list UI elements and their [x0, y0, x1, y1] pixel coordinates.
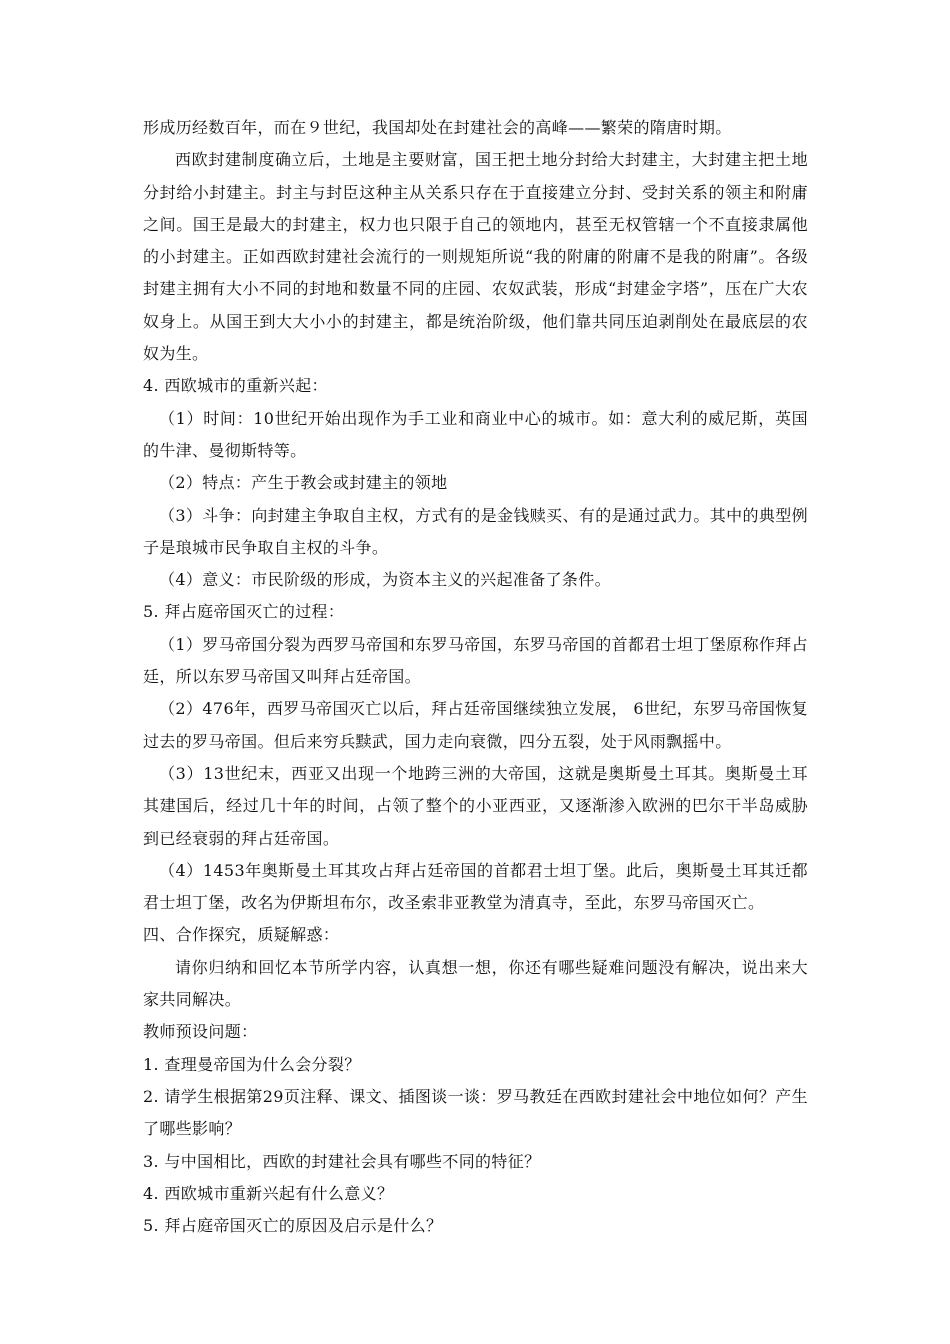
- item-byzantine-1: （1）罗马帝国分裂为西罗马帝国和东罗马帝国，东罗马帝国的首都君士坦丁堡原称作拜占廷，所以东罗马帝国又叫拜占廷帝国。: [143, 634, 808, 687]
- question-5: 5. 拜占庭帝国灭亡的原因及启示是什么？: [143, 1216, 443, 1236]
- item-byzantine-4: （4）1453年奥斯曼土耳其攻占拜占廷帝国的首都君士坦丁堡。此后，奥斯曼土耳其迁都君士坦丁堡，改名为伊斯坦布尔，改圣索非亚教堂为清真寺，至此，东罗马帝国灭亡。: [143, 860, 808, 913]
- question-1: 1. 查理曼帝国为什么会分裂？: [143, 1054, 361, 1074]
- question-4: 4. 西欧城市重新兴起有什么意义？: [143, 1183, 394, 1203]
- paragraph-feudal-system: 西欧封建制度确立后，土地是主要财富，国王把土地分封给大封建主，大封建主把土地分封给小封建主。封主与封臣这种主从关系只存在于直接建立分封、受封关系的领主和附庸之间。国王是最大的封建主，权力也只限于自己的领地内，甚至无权管辖一个不直接隶属他的小封建主。正如西欧封建社会流行的一则规矩所说“我的附庸的附庸不是我的附庸”。各级封建主拥有大小不同的封地和数量不同的庄园、农奴武装，形成“封建金字塔”，压在广大农奴身上。从国王到大大小小的封建主，都是统治阶级，他们靠共同压迫剥削处在最底层的农奴为生。: [143, 150, 808, 364]
- document-body: [143, 112, 808, 1242]
- item-byzantine-3: （3）13世纪末，西亚又出现一个地跨三洲的大帝国，这就是奥斯曼土耳其。奥斯曼土耳其建国后，经过几十年的时间，占领了整个的小亚西亚，又逐渐渗入欧洲的巴尔干半岛威胁到已经衰弱的拜占廷帝国。: [143, 763, 808, 848]
- question-2: 2. 请学生根据第29页注释、课文、插图谈一谈：罗马教廷在西欧封建社会中地位如何？产生了哪些影响？: [143, 1086, 808, 1139]
- question-3: 3. 与中国相比，西欧的封建社会具有哪些不同的特征？: [143, 1151, 541, 1171]
- paragraph-inquiry-prompt: 请你归纳和回忆本节所学内容，认真想一想，你还有哪些疑难问题没有解决，说出来大家共同解决。: [143, 957, 808, 1010]
- heading-cooperative-inquiry: 四、合作探究，质疑解惑：: [143, 925, 340, 945]
- item-cities-significance: （4）意义：市民阶级的形成，为资本主义的兴起准备了条件。: [159, 570, 611, 590]
- item-cities-struggle: （3）斗争：向封建主争取自主权，方式有的是金钱赎买、有的是通过武力。其中的典型例子是琅城市民争取自主权的斗争。: [143, 505, 808, 557]
- item-byzantine-2: （2）476年，西罗马帝国灭亡以后，拜占廷帝国继续独立发展， 6世纪，东罗马帝国恢复过去的罗马帝国。但后来穷兵黩武，国力走向衰微，四分五裂，处于风雨飘摇中。: [143, 699, 808, 751]
- heading-cities-revival: 4. 西欧城市的重新兴起：: [143, 376, 328, 396]
- heading-teacher-questions: 教师预设问题：: [143, 1022, 258, 1042]
- paragraph-intro-continuation: 形成历经数百年，而在９世纪，我国却处在封建社会的高峰——繁荣的隋唐时期。: [143, 118, 732, 137]
- item-cities-feature: （2）特点：产生于教会或封建主的领地: [159, 473, 448, 493]
- item-cities-time: （1）时间：10世纪开始出现作为手工业和商业中心的城市。如：意大利的威尼斯，英国的牛津、曼彻斯特等。: [143, 408, 808, 460]
- heading-byzantine-fall: 5. 拜占庭帝国灭亡的过程：: [143, 602, 345, 622]
